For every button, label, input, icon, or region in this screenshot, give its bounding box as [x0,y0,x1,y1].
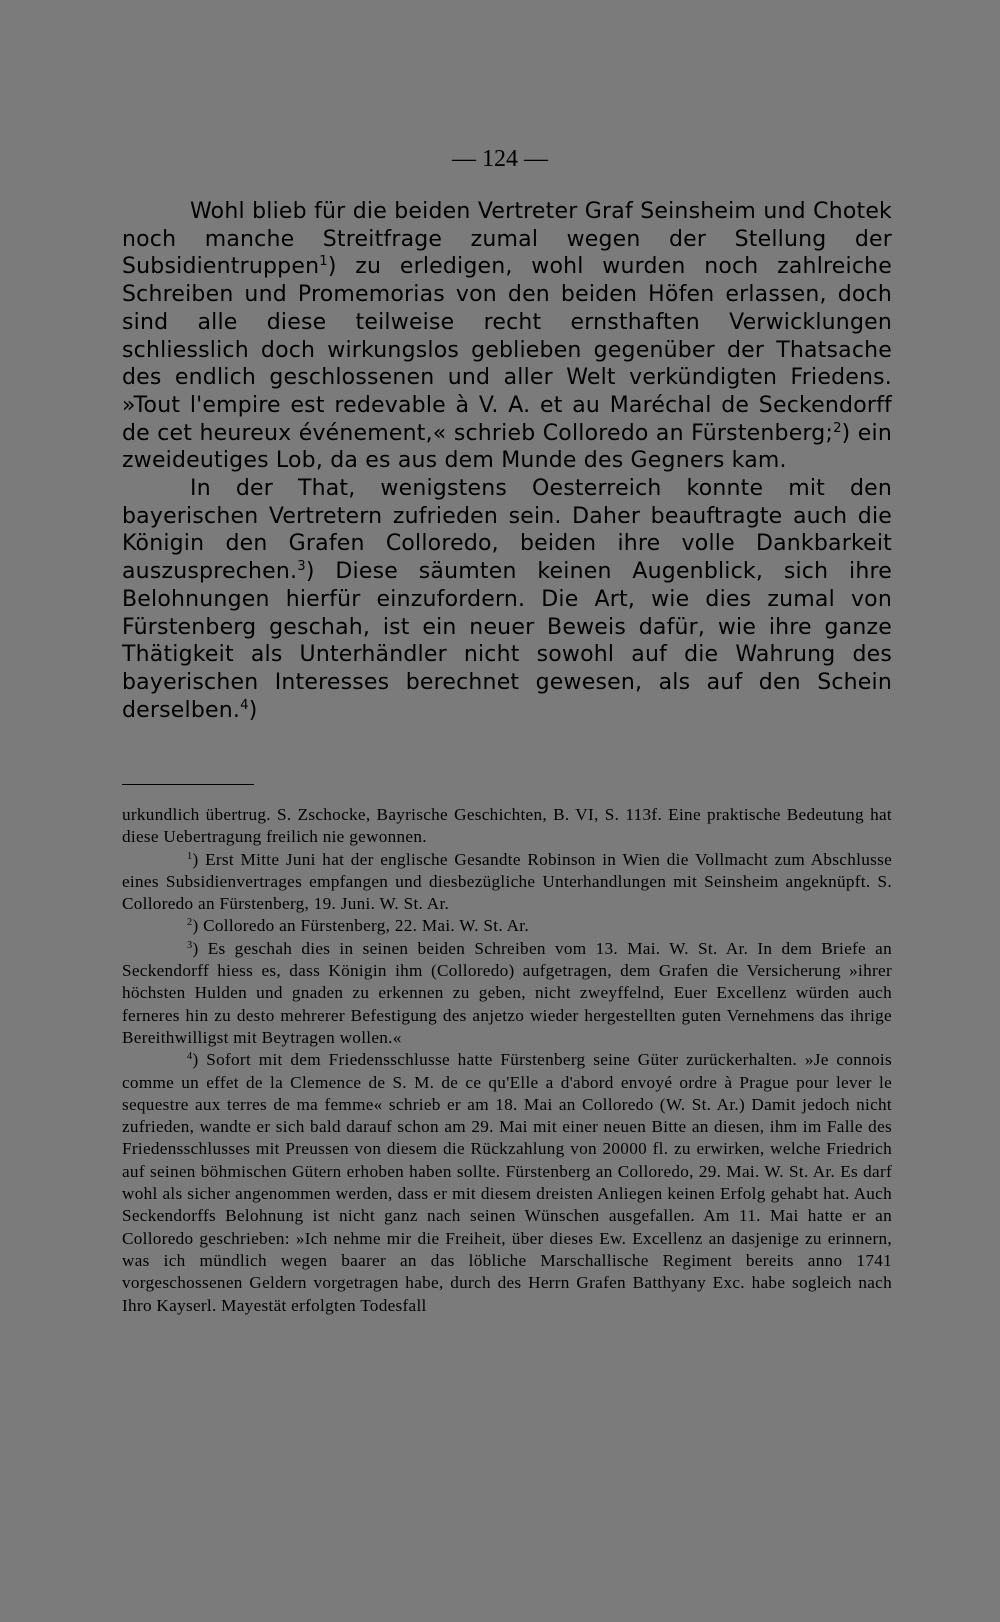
page-number: — 124 — [452,146,548,172]
paragraph-text: Wohl blieb für die beiden Vertreter Graf Seinsheim und Chotek noch manche Streitfrage zumal wegen der Stellung der Subsidientruppen [122,199,892,280]
footnote-ref: 3 [297,559,306,575]
paragraph-text: ) zu erledigen, wohl wurden noch zahlreiche Schreiben und Promemorias von den beiden Höfen erlassen, doch sind alle diese teilweise recht ernsthaften Verwicklungen schliesslich doch wirkungslos geblieben gegenüber der Thatsache des endlich geschlossenen und aller Welt verkündigten Friedens. »Tout l'empire est redevable à V. A. et au Maréchal de Seckendorff de cet heureux événement,« schrieb Colloredo an Fürstenberg; [122,254,892,446]
paragraph-text: ) [248,697,258,723]
footnote-marker: 2 [187,917,193,929]
paragraph-text: In der That, wenigstens Oesterreich konnte mit den bayerischen Vertretern zufrieden sein. Daher beauftragte auch die Königin den Grafen Colloredo, beiden ihre volle Dankbarkeit auszusprechen. [122,476,892,585]
footnote-text: ) Colloredo an Fürstenberg, 22. Mai. W. St. Ar. [192,916,529,936]
footnote-marker: 1 [187,850,193,862]
footnote-marker: 3 [187,939,193,951]
paragraph [122,475,892,724]
footnote [122,1049,892,1317]
footnote-separator [122,784,254,785]
footnote [122,849,892,916]
footnote [122,915,892,937]
footnotes [122,804,892,1317]
paragraph-text: ) ein zweideutiges Lob, da es aus dem Munde des Gegners kam. [122,420,892,474]
paragraph-text: ) Diese säumten keinen Augenblick, sich ihre Belohnungen hierfür einzufordern. Die Art, wie dies zumal von Fürstenberg geschah, ist ein neuer Beweis dafür, wie ihre ganze Thätigkeit als Unterhändler nicht sowohl auf die Wahrung des bayerischen Interesses berechnet gewesen, als auf den Schein derselben. [122,559,892,723]
footnote-marker: 4 [187,1051,193,1063]
footnote-ref: 1 [319,254,328,270]
footnote-ref: 4 [240,697,249,713]
footnote-text: ) Sofort mit dem Friedensschlusse hatte Fürstenberg seine Güter zurückerhalten. »Je connois comme un effet de la Clemence de S. M. de ce qu'Elle a d'abord envoyé ordre à Prague pour lever le sequestre aux terres de ma femme« schrieb er am 18. Mai an Colloredo (W. St. Ar.) Damit jedoch nicht zufrieden, wandte er sich bald darauf schon am 29. Mai mit einer neuen Bitte an diesen, ihm im Falle des Friedensschlusses mit Preussen von diesem die Rückzahlung von 20000 fl. zu erwirken, welche Friedrich auf seinen böhmischen Gütern erhoben haben sollte. Fürstenberg an Colloredo, 29. Mai. W. St. Ar. Es darf wohl als sicher angenommen werden, dass er mit diesem dreisten Anliegen keinen Erfolg gehabt hat. Auch Seckendorffs Belohnung ist nicht ganz nach seinen Wünschen ausgefallen. Am 11. Mai hatte er an Colloredo geschrieben: »Ich nehme mir die Freiheit, über dieses Ew. Excellenz an dasjenige zu erinnern, was ich mündlich wegen baarer an das löbliche Marschallische Regiment bereits anno 1741 vorgeschossenen Geldern vorgetragen habe, durch des Herrn Grafen Batthyany Exc. habe sogleich nach Ihro Kayserl. Mayestät erfolgten Todesfall [122,1050,892,1315]
footnote-ref: 2 [833,420,842,436]
footnote-continuation: urkundlich übertrug. S. Zschocke, Bayrische Geschichten, B. VI, S. 113f. Eine praktische Bedeutung hat diese Uebertragung freilich nie gewonnen. [122,805,892,847]
paragraph [122,198,892,475]
footnote-text: ) Es geschah dies in seinen beiden Schreiben vom 13. Mai. W. St. Ar. In dem Briefe an Seckendorff hiess es, dass Königin ihm (Colloredo) aufgetragen, dem Grafen die Versicherung »ihrer höchsten Hulden und gnaden zu erkennen zu geben, nicht zweyffelnd, Euer Excellenz würden auch ferneres hin zu desto mehrerer Befestigung des anjetzo wieder hergestellten guten Vernehmens das ihrige Bereithwilligst mit Beytragen wollen.« [122,938,892,1047]
footnote-text: ) Erst Mitte Juni hat der englische Gesandte Robinson in Wien die Vollmacht zum Abschlusse eines Subsidienvertrages empfangen und diesbezügliche Unterhandlungen mit Seinsheim angeknüpft. S. Colloredo an Fürstenberg, 19. Juni. W. St. Ar. [122,849,892,914]
main-text [122,198,892,724]
footnote [122,938,892,1049]
